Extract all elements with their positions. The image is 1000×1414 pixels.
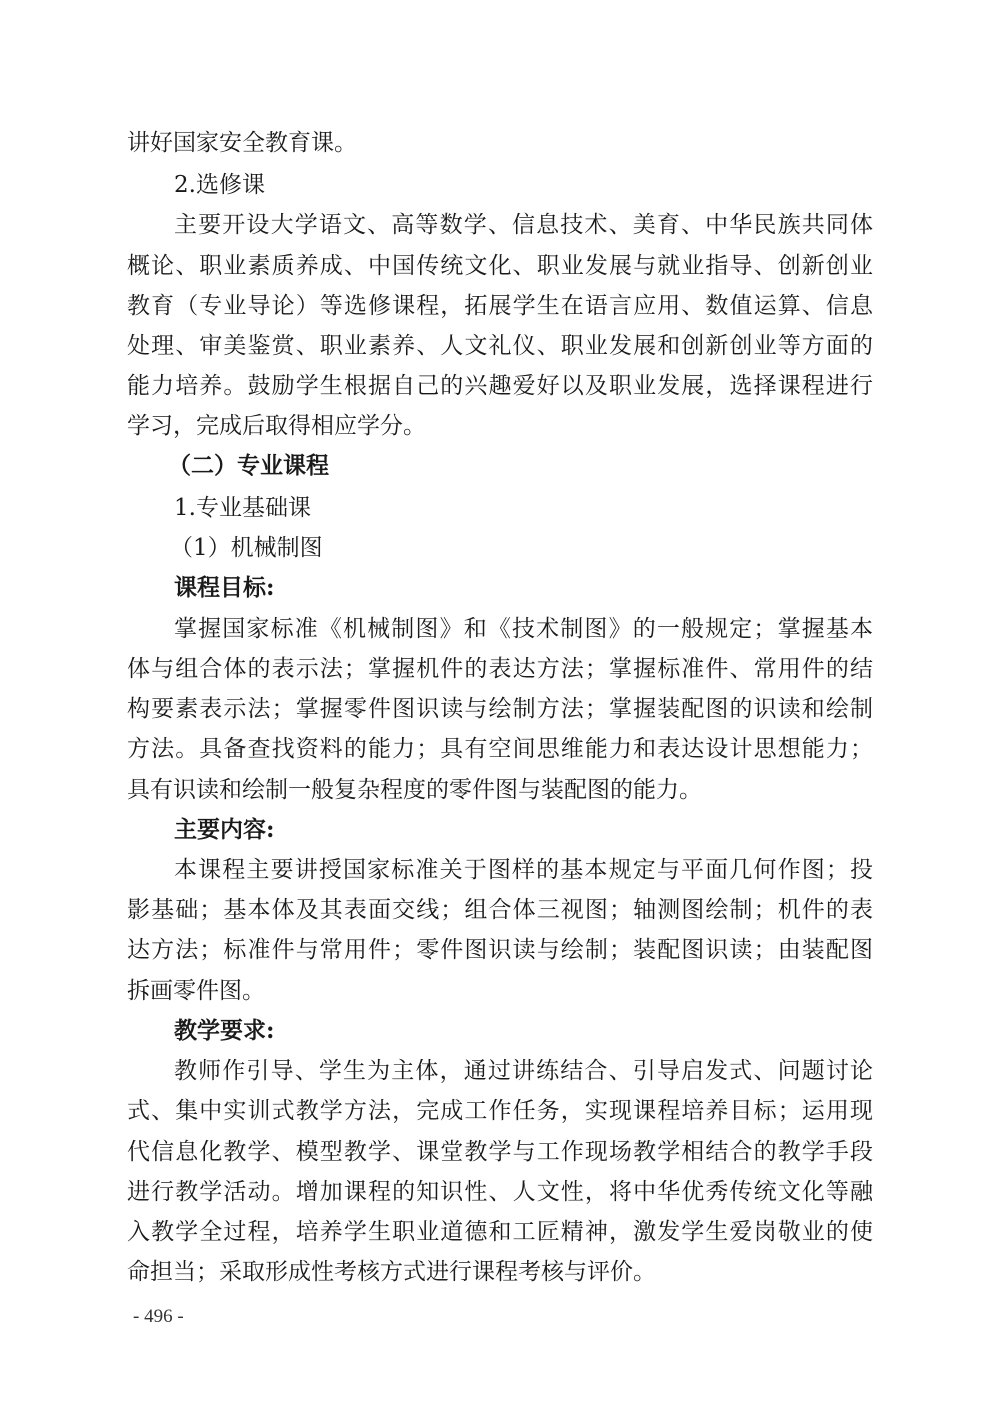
paragraph-line: 讲好国家安全教育课。: [127, 130, 357, 156]
paragraph-line: 概论、职业素质养成、中国传统文化、职业发展与就业指导、创新创业: [127, 253, 873, 279]
paragraph-line: 能力培养。鼓励学生根据自己的兴趣爱好以及职业发展，选择课程进行: [127, 373, 873, 399]
label-main-content: 主要内容:: [174, 816, 275, 843]
paragraph-line: 代信息化教学、模型教学、课堂教学与工作现场教学相结合的教学手段: [127, 1139, 873, 1165]
paragraph-line: 本课程主要讲授国家标准关于图样的基本规定与平面几何作图；投: [174, 857, 873, 883]
section-heading: （二）专业课程: [168, 452, 329, 479]
paragraph-line: 教师作引导、学生为主体，通过讲练结合、引导启发式、问题讨论: [174, 1058, 873, 1084]
paragraph-line: 主要开设大学语文、高等数学、信息技术、美育、中华民族共同体: [174, 212, 873, 238]
page-number: - 496 -: [133, 1306, 184, 1327]
paragraph-line: 进行教学活动。增加课程的知识性、人文性，将中华优秀传统文化等融: [127, 1179, 873, 1205]
paragraph-line: 入教学全过程，培养学生职业道德和工匠精神，激发学生爱岗敬业的使: [127, 1219, 873, 1245]
paragraph-line: 命担当；采取形成性考核方式进行课程考核与评价。: [127, 1259, 656, 1285]
subsection-heading: 1.专业基础课: [174, 495, 311, 521]
paragraph-line: 影基础；基本体及其表面交线；组合体三视图；轴测图绘制；机件的表: [127, 897, 873, 923]
label-teaching-requirements: 教学要求:: [174, 1017, 275, 1044]
paragraph-line: 拆画零件图。: [127, 978, 265, 1004]
paragraph-line: 方法。具备查找资料的能力；具有空间思维能力和表达设计思想能力；: [127, 736, 873, 762]
paragraph-line: 达方法；标准件与常用件；零件图识读与绘制；装配图识读；由装配图: [127, 937, 873, 963]
paragraph-line: 体与组合体的表示法；掌握机件的表达方法；掌握标准件、常用件的结: [127, 656, 873, 682]
paragraph-line: 学习，完成后取得相应学分。: [127, 413, 426, 439]
course-title: （1）机械制图: [170, 535, 323, 561]
paragraph-line: 处理、审美鉴赏、职业素养、人文礼仪、职业发展和创新创业等方面的: [127, 333, 873, 359]
paragraph-line: 具有识读和绘制一般复杂程度的零件图与装配图的能力。: [127, 777, 702, 803]
paragraph-line: 式、集中实训式教学方法，完成工作任务，实现课程培养目标；运用现: [127, 1098, 873, 1124]
label-course-goals: 课程目标:: [174, 574, 275, 601]
paragraph-line: 教育（专业导论）等选修课程，拓展学生在语言应用、数值运算、信息: [127, 293, 873, 319]
paragraph-line: 构要素表示法；掌握零件图识读与绘制方法；掌握装配图的识读和绘制: [127, 696, 873, 722]
subsection-heading: 2.选修课: [174, 172, 265, 198]
paragraph-line: 掌握国家标准《机械制图》和《技术制图》的一般规定；掌握基本: [174, 616, 873, 642]
